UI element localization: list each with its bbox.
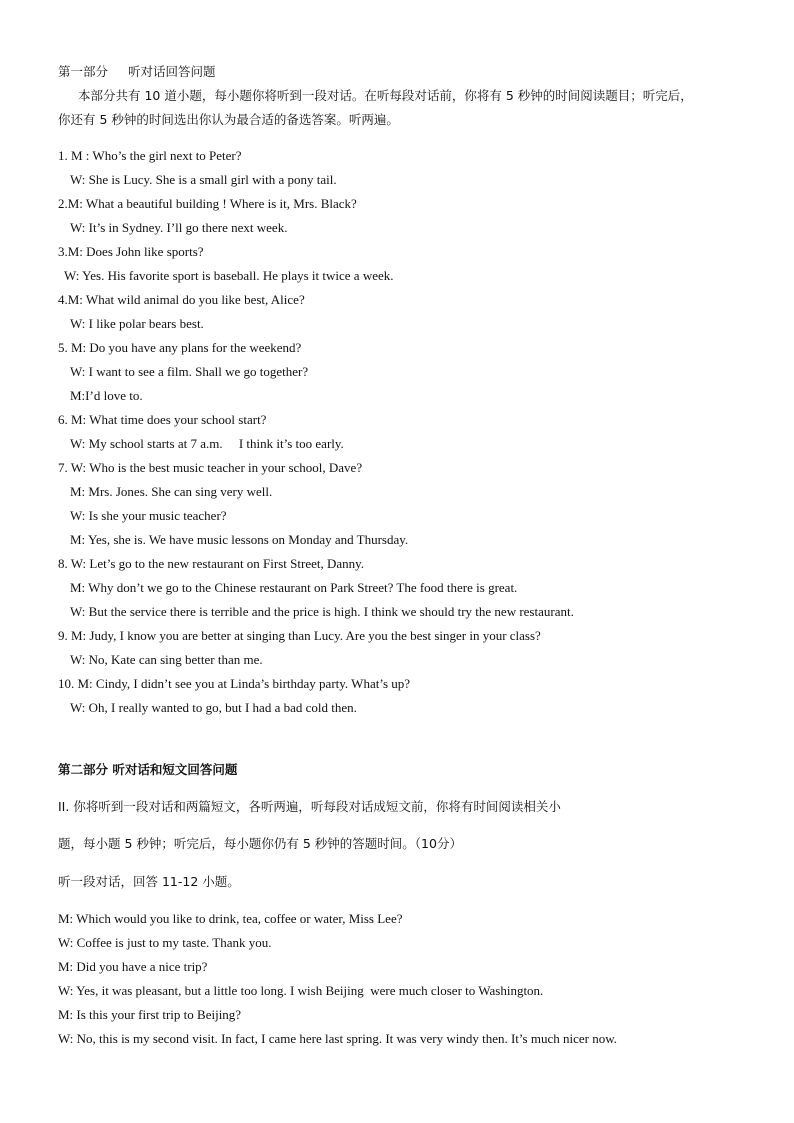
dialogue-line: W: Coffee is just to my taste. Thank you. xyxy=(58,935,272,950)
dialogue-line: W: Is she your music teacher? xyxy=(70,508,227,523)
dialogue-line: W: Oh, I really wanted to go, but I had a bad cold then. xyxy=(70,700,357,715)
dialogue-line: M: Is this your first trip to Beijing? xyxy=(58,1007,242,1022)
dialogue-line: W: My school starts at 7 a.m. I think it’s too early. xyxy=(70,436,344,451)
dialogue-line: W: No, Kate can sing better than me. xyxy=(70,652,263,667)
dialogue-line: M: Yes, she is. We have music lessons on Monday and Thursday. xyxy=(70,532,409,547)
dialogue-line: W: But the service there is terrible and the price is high. I think we should try the new restaurant. xyxy=(70,604,574,619)
dialogue-line: W: She is Lucy. She is a small girl with a pony tail. xyxy=(70,172,337,187)
part2-instructions-line1: II. 你将听到一段对话和两篇短文，各听两遍，听每段对话成短文前，你将有时间阅读相关小 xyxy=(58,799,561,814)
dialogue-line: M: Did you have a nice trip? xyxy=(58,959,208,974)
dialogue-line: 6. M: What time does your school start? xyxy=(58,412,267,427)
dialogue-line: 4.M: What wild animal do you like best, Alice? xyxy=(58,292,305,307)
dialogue-line: W: Yes, it was pleasant, but a little too long. I wish Beijing were much closer to Washington. xyxy=(58,983,544,998)
dialogue-line: W: I want to see a film. Shall we go together? xyxy=(70,364,309,379)
dialogue-line: W: No, this is my second visit. In fact, I came here last spring. It was very windy then. It’s much nicer now. xyxy=(58,1031,617,1046)
dialogue-line: W: It’s in Sydney. I’ll go there next week. xyxy=(70,220,288,235)
dialogue-line: M:I’d love to. xyxy=(70,388,143,403)
dialogue-line: 2.M: What a beautiful building ! Where is it, Mrs. Black? xyxy=(58,196,357,211)
dialogue-line: 7. W: Who is the best music teacher in your school, Dave? xyxy=(58,460,363,475)
dialogue-line: 8. W: Let’s go to the new restaurant on First Street, Danny. xyxy=(58,556,365,571)
part1-title-text: 听对话回答问题 xyxy=(128,64,216,79)
dialogue-line: 1. M : Who’s the girl next to Peter? xyxy=(58,148,242,163)
dialogue-line: 9. M: Judy, I know you are better at singing than Lucy. Are you the best singer in your class? xyxy=(58,628,541,643)
part1-title-part: 第一部分 xyxy=(58,64,109,79)
part1-title xyxy=(58,64,216,80)
dialogue-line: M: Which would you like to drink, tea, coffee or water, Miss Lee? xyxy=(58,911,403,926)
dialogue-line: 5. M: Do you have any plans for the weekend? xyxy=(58,340,302,355)
dialogue-line: 10. M: Cindy, I didn’t see you at Linda’s birthday party. What’s up? xyxy=(58,676,411,691)
dialogue-line: W: I like polar bears best. xyxy=(70,316,204,331)
part2-instructions-line2: 题，每小题 5 秒钟；听完后，每小题你仍有 5 秒钟的答题时间。（10分） xyxy=(58,836,462,851)
part2-title: 第二部分 听对话和短文回答问题 xyxy=(58,762,238,777)
dialogue-line: W: Yes. His favorite sport is baseball. He plays it twice a week. xyxy=(64,268,394,283)
part1-instructions-line2: 你还有 5 秒钟的时间选出你认为最合适的备选答案。听两遍。 xyxy=(58,112,399,127)
dialogue-line: 3.M: Does John like sports? xyxy=(58,244,204,259)
dialogue-line: M: Mrs. Jones. She can sing very well. xyxy=(70,484,273,499)
part1-instructions-line1: 本部分共有 10 道小题，每小题你将听到一段对话。在听每段对话前，你将有 5 秒钟的时间阅读题目；听完后， xyxy=(78,88,693,103)
dialogue-line: M: Why don’t we go to the Chinese restaurant on Park Street? The food there is great. xyxy=(70,580,518,595)
part2-subtitle: 听一段对话，回答 11-12 小题。 xyxy=(58,874,240,889)
